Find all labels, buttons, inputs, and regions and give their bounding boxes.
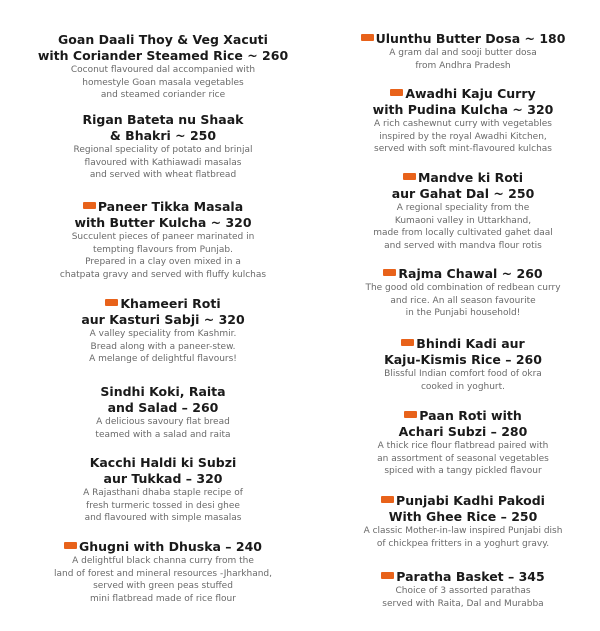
- menu-item-title-text: With Ghee Rice – 250: [388, 509, 538, 524]
- menu-item-description: chatpata gravy and served with fluffy kulchas: [59, 269, 267, 280]
- menu-item: [313, 408, 600, 478]
- menu-item-description: Choice of 3 assorted parathas: [395, 586, 531, 596]
- menu-item-description: and flavoured with simple masalas: [84, 513, 242, 523]
- special-badge-icon: [83, 202, 96, 209]
- special-badge-icon: [401, 339, 414, 346]
- menu-item-description: fresh turmeric tossed in desi ghee: [86, 500, 240, 511]
- special-badge-icon: [361, 34, 374, 41]
- menu-item-title: [13, 400, 313, 416]
- menu-item-title-text: with Coriander Steamed Rice ~ 260: [37, 48, 289, 63]
- menu-item-title: [13, 384, 313, 400]
- menu-item-description: A regional speciality from the: [396, 203, 530, 213]
- special-badge-icon: [381, 572, 394, 579]
- menu-item-title: [13, 296, 313, 312]
- menu-item-title-text: Goan Daali Thoy & Veg Xacuti: [58, 32, 268, 47]
- menu-item: [13, 32, 313, 102]
- menu-item-title: [13, 471, 313, 487]
- menu-item-description: from Andhra Pradesh: [415, 60, 511, 71]
- menu-item-title: [313, 186, 600, 202]
- menu-item-description: land of forest and mineral resources -Jharkhand,: [53, 568, 272, 579]
- menu-item-title-text: with Pudina Kulcha ~ 320: [372, 102, 554, 117]
- menu-item-title: [13, 455, 313, 471]
- menu-item-title-text: aur Tukkad – 320: [103, 471, 223, 486]
- menu-item-description: Blissful Indian comfort food of okra: [384, 369, 542, 379]
- menu-item: [13, 384, 313, 441]
- menu-item-title-text: Paan Roti with: [419, 408, 522, 423]
- menu-item-title-text: Bhindi Kadi aur: [416, 336, 525, 351]
- menu-item: [313, 86, 600, 156]
- menu-item-description: teamed with a salad and raita: [95, 429, 231, 440]
- menu-item: [13, 455, 313, 525]
- special-badge-icon: [403, 173, 416, 180]
- menu-item-title-text: Kaju-Kismis Rice – 260: [384, 352, 542, 367]
- menu-item-description: A delicious savoury flat bread: [96, 417, 230, 427]
- menu-item-description: spiced with a tangy pickled flavour: [384, 466, 542, 476]
- menu-item-description: Prepared in a clay oven mixed in a: [85, 257, 241, 267]
- menu-item-title-text: & Bhakri ~ 250: [109, 128, 217, 143]
- menu-item-title-text: Ulunthu Butter Dosa ~ 180: [375, 31, 566, 46]
- menu-item-title: [313, 170, 600, 186]
- menu-item-description: A rich cashewnut curry with vegetables: [374, 119, 552, 129]
- menu-item-description: A valley speciality from Kashmir.: [89, 329, 237, 339]
- menu-item-description: Coconut flavoured dal accompanied with: [70, 65, 256, 75]
- menu-item-description: served with Raita, Dal and Murabba: [382, 598, 544, 609]
- menu-item-title: [313, 352, 600, 368]
- menu-item-title-text: Sindhi Koki, Raita: [100, 384, 226, 399]
- menu-item-title-text: Rajma Chawal ~ 260: [398, 266, 543, 281]
- special-badge-icon: [105, 299, 118, 306]
- menu-item: [313, 569, 600, 610]
- menu-item-title-text: with Butter Kulcha ~ 320: [74, 215, 252, 230]
- menu-item-title-text: aur Gahat Dal ~ 250: [391, 186, 535, 201]
- menu-item-description: and served with mandva flour rotis: [384, 240, 542, 251]
- menu-item-description: Succulent pieces of paneer marinated in: [71, 232, 255, 242]
- menu-item-title-text: Paratha Basket – 345: [396, 569, 545, 584]
- menu-item-title-text: Rigan Bateta nu Shaak: [82, 112, 244, 127]
- menu-item-description: and rice. An all season favourite: [390, 295, 536, 306]
- menu-item-description: an assortment of seasonal vegetables: [377, 453, 549, 464]
- menu-item-title: [13, 112, 313, 128]
- menu-item-title: [313, 408, 600, 424]
- menu-item-description: A delightful black channa curry from the: [72, 556, 254, 566]
- menu-item: [313, 31, 600, 72]
- menu-item: [13, 296, 313, 366]
- menu-item-title: [313, 569, 600, 585]
- menu-item-title: [13, 539, 313, 555]
- menu-item-description: A thick rice flour flatbread paired with: [377, 441, 549, 451]
- menu-item: [13, 199, 313, 281]
- menu-item-description: served with green peas stuffed: [93, 581, 233, 591]
- menu-item-description: served with soft mint-flavoured kulchas: [374, 144, 552, 154]
- menu-item-title: [313, 102, 600, 118]
- menu-item-title-text: Ghugni with Dhuska – 240: [78, 539, 262, 554]
- special-badge-icon: [383, 269, 396, 276]
- menu-item-description: homestyle Goan masala vegetables: [82, 77, 244, 88]
- menu-item-description: The good old combination of redbean curry: [365, 283, 561, 293]
- menu-item-description: of chickpea fritters in a yoghurt gravy.: [376, 538, 550, 549]
- menu-item-description: A gram dal and sooji butter dosa: [389, 48, 537, 58]
- menu-item-description: A melange of delightful flavours!: [89, 354, 237, 364]
- menu-item: [13, 539, 313, 605]
- menu-item-title: [13, 128, 313, 144]
- menu-item-description: flavoured with Kathiawadi masalas: [84, 157, 242, 168]
- menu-item-description: and steamed coriander rice: [100, 90, 226, 100]
- menu-item-title-text: Mandve ki Roti: [417, 170, 524, 185]
- special-badge-icon: [381, 496, 394, 503]
- special-badge-icon: [64, 542, 77, 549]
- menu-item-title-text: and Salad – 260: [107, 400, 219, 415]
- menu-item-title: [313, 493, 600, 509]
- menu-item: [13, 112, 313, 182]
- menu-item-title-text: Kacchi Haldi ki Subzi: [89, 455, 237, 470]
- menu-item-title: [13, 199, 313, 215]
- menu-item-description: cooked in yoghurt.: [420, 381, 506, 392]
- menu-item-description: A classic Mother-in-law inspired Punjabi dish: [363, 526, 563, 536]
- menu-item-title: [313, 266, 600, 282]
- menu-item: [313, 493, 600, 550]
- menu-item-title-text: Punjabi Kadhi Pakodi: [396, 493, 545, 508]
- menu-item-title: [13, 312, 313, 328]
- menu-item-title: [313, 31, 600, 47]
- menu-item-title-text: Achari Subzi – 280: [398, 424, 528, 439]
- menu-item-title-text: Paneer Tikka Masala: [97, 199, 244, 214]
- menu-item-title: [13, 48, 313, 64]
- menu-item-description: tempting flavours from Punjab.: [93, 244, 233, 255]
- menu-item-description: Bread along with a paneer-stew.: [90, 341, 236, 352]
- menu-item-description: made from locally cultivated gahet daal: [373, 228, 553, 238]
- menu-item-title-text: aur Kasturi Sabji ~ 320: [81, 312, 245, 327]
- menu-item-title: [313, 424, 600, 440]
- menu-item: [313, 170, 600, 252]
- menu-item-description: mini flatbread made of rice flour: [90, 593, 236, 604]
- menu-item-title: [13, 32, 313, 48]
- special-badge-icon: [390, 89, 403, 96]
- menu-item-title: [313, 509, 600, 525]
- menu-item-description: A Rajasthani dhaba staple recipe of: [83, 488, 243, 498]
- special-badge-icon: [404, 411, 417, 418]
- menu-item-title-text: Khameeri Roti: [120, 296, 221, 311]
- menu-item-description: Regional speciality of potato and brinjal: [73, 145, 253, 155]
- menu-item-description: in the Punjabi household!: [405, 308, 521, 318]
- menu-item: [313, 336, 600, 393]
- menu-item-title-text: Awadhi Kaju Curry: [405, 86, 536, 101]
- menu-item-description: Kumaoni valley in Uttarkhand,: [394, 215, 532, 226]
- menu-item-title: [13, 215, 313, 231]
- menu-item-description: and served with wheat flatbread: [89, 170, 237, 180]
- menu-item-description: inspired by the royal Awadhi Kitchen,: [379, 131, 547, 142]
- menu-item: [313, 266, 600, 320]
- menu-item-title: [313, 86, 600, 102]
- menu-item-title: [313, 336, 600, 352]
